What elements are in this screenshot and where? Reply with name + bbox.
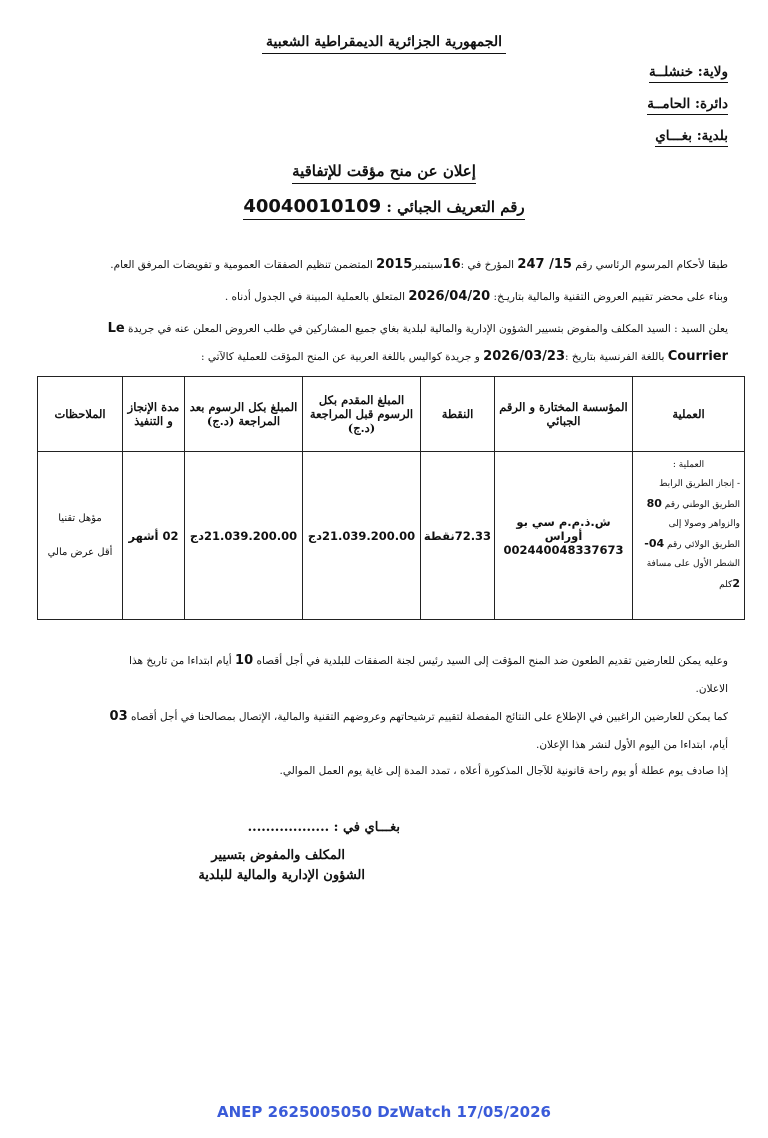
tax-id-line: رقم التعريف الجبائي : 40040010109 (0, 196, 768, 217)
republic-heading: الجمهورية الجزائرية الديمقراطية الشعبية (0, 34, 768, 50)
header-remarks: الملاحظات (38, 377, 123, 452)
header-operation: العملية (633, 377, 745, 452)
anep-reference: ANEP 2625005050 DzWatch 17/05/2026 (217, 1103, 551, 1121)
paragraph-decree: طبقا لأحكام المرسوم الرئاسي رقم 15/ 247 المؤرخ في :16سبتمبر2015 المتضمن تنظيم الصفقات العمومية و تفويضات المرفق العام. (110, 257, 728, 272)
cell-institution: ش.ذ.م.م سي بو أوراس 002440048337673 (495, 452, 633, 620)
table-row (38, 452, 745, 620)
tax-id-number: 40040010109 (243, 196, 382, 217)
cell-operation: العملية : - إنجاز الطريق الرابط الطريق الوطني رقم 80 والزواهر وصولا إلى الطريق الولائي رقم 04- الشطر الأول على مسافة 2كلم (633, 452, 745, 620)
header-amount-after: المبلغ بكل الرسوم بعد المراجعة (د.ج) (185, 377, 303, 452)
paragraph-results-1: كما يمكن للعارضين الراغبين في الإطلاع على النتائج المفصلة لتقييم ترشيحاتهم وعروضهم التقنية والمالية، الإتصال بمصالحنا في أجل أقصاه 03 (109, 709, 728, 724)
cell-remarks: مؤهل تقنيا أقل عرض مالي (38, 452, 123, 620)
paragraph-holiday: إذا صادف يوم عطلة أو يوم راحة قانونية للآجال المذكورة أعلاه ، تمدد المدة إلى غاية يوم العمل الموالي. (279, 765, 728, 777)
signature-role-2: الشؤون الإدارية والمالية للبلدية (198, 868, 365, 883)
signature-place: بغـــاي في : .................. (247, 820, 400, 835)
daira-line: دائرة: الحامــة (647, 96, 728, 112)
paragraph-announce-2: Courrier باللغة الفرنسية بتاريخ :2026/03/23 و جريدة كواليس باللغة العربية عن المنح المؤقت للعملية كالآتي : (201, 349, 728, 364)
signature-role-1: المكلف والمفوض بتسيير (211, 848, 345, 863)
announcement-title: إعلان عن منح مؤقت للإتفاقية (0, 162, 768, 180)
header-score: النقطة (421, 377, 495, 452)
paragraph-results-2: أيام، ابتداءا من اليوم الأول لنشر هذا الإعلان. (536, 739, 728, 751)
cell-duration: 02 أشهر (123, 452, 185, 620)
header-amount-before: المبلغ المقدم بكل الرسوم قبل المراجعة (د.ج) (303, 377, 421, 452)
cell-amount-before: 21.039.200.00دج (303, 452, 421, 620)
paragraph-evaluation: وبناء على محضر تقييم العروض التقنية والمالية بتاريـخ: 2026/04/20 المتعلق بالعملية المبينة في الجدول أدناه . (224, 289, 728, 304)
paragraph-appeal-2: الاعلان. (695, 683, 728, 695)
results-table (37, 376, 745, 620)
cell-amount-after: 21.039.200.00دج (185, 452, 303, 620)
header-institution: المؤسسة المختارة و الرقم الجبائي (495, 377, 633, 452)
paragraph-appeal-1: وعليه يمكن للعارضين تقديم الطعون ضد المنح المؤقت إلى السيد رئيس لجنة الصفقات للبلدية في أجل أقصاه 10 أيام ابتداءا من تاريخ هذا (129, 653, 728, 668)
wilaya-line: ولاية: خنشلــة (649, 64, 728, 80)
paragraph-announce-1: يعلن السيد : السيد المكلف والمفوض بتسيير الشؤون الإدارية والمالية لبلدية بغاي جميع المشاركين في طلب العروض المعلن عنه في جريدة Le (107, 321, 728, 336)
cell-score: 72.33نقطة (421, 452, 495, 620)
commune-line: بلدية: بغـــاي (655, 128, 728, 144)
header-duration: مدة الإنجاز و التنفيذ (123, 377, 185, 452)
table-header-row (38, 377, 745, 452)
